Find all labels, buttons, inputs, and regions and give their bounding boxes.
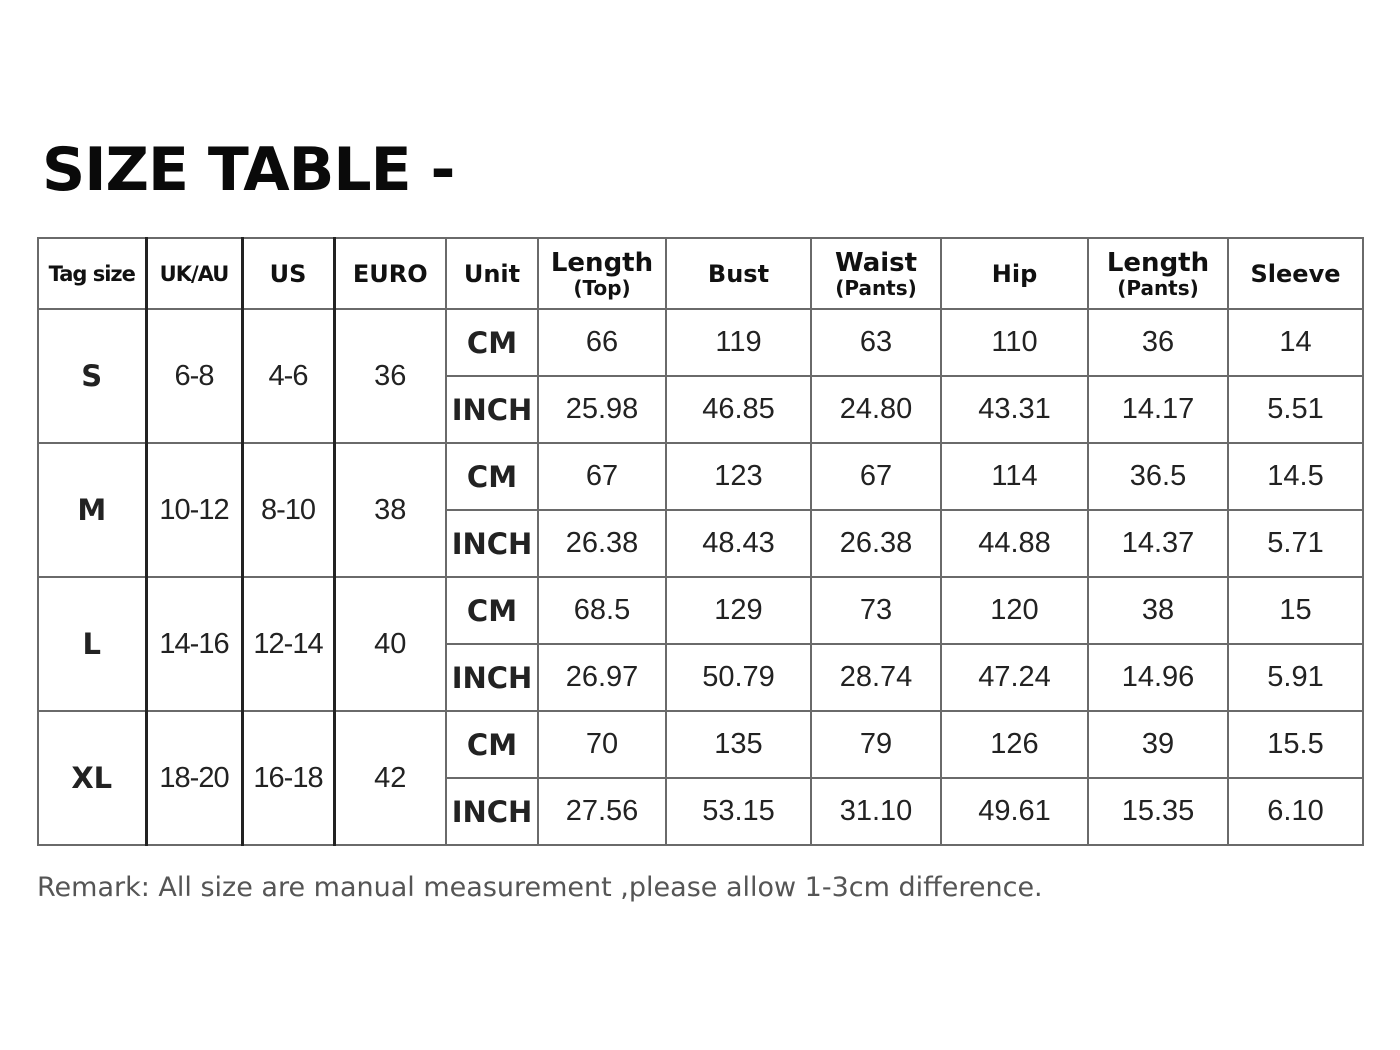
length-pants-cell: 14.17 bbox=[1088, 376, 1228, 443]
hip-cell: 126 bbox=[941, 711, 1088, 778]
header-unit: Unit bbox=[446, 238, 538, 309]
unit-cell: INCH bbox=[446, 376, 538, 443]
header-euro: EURO bbox=[334, 238, 446, 309]
bust-cell: 48.43 bbox=[666, 510, 811, 577]
length-pants-cell: 38 bbox=[1088, 577, 1228, 644]
hip-cell: 43.31 bbox=[941, 376, 1088, 443]
header-length-pants bbox=[1088, 238, 1228, 309]
sleeve-cell: 15.5 bbox=[1228, 711, 1363, 778]
bust-cell: 129 bbox=[666, 577, 811, 644]
bust-cell: 119 bbox=[666, 309, 811, 376]
table-row bbox=[38, 443, 1363, 510]
length-top-cell: 25.98 bbox=[538, 376, 666, 443]
header-waist bbox=[811, 238, 941, 309]
length-top-cell: 66 bbox=[538, 309, 666, 376]
sleeve-cell: 5.91 bbox=[1228, 644, 1363, 711]
sleeve-cell: 14 bbox=[1228, 309, 1363, 376]
tag-size-cell: XL bbox=[38, 711, 146, 845]
sleeve-cell: 5.71 bbox=[1228, 510, 1363, 577]
hip-cell: 110 bbox=[941, 309, 1088, 376]
size-table bbox=[37, 237, 1364, 846]
header-waist-sub: (Pants) bbox=[835, 275, 917, 300]
us-cell: 16-18 bbox=[242, 711, 334, 845]
bust-cell: 123 bbox=[666, 443, 811, 510]
euro-cell: 38 bbox=[334, 443, 446, 577]
sleeve-cell: 14.5 bbox=[1228, 443, 1363, 510]
header-length-pants-main: Length bbox=[1106, 247, 1210, 278]
header-length-pants-sub: (Pants) bbox=[1117, 275, 1199, 300]
length-top-cell: 26.97 bbox=[538, 644, 666, 711]
hip-cell: 114 bbox=[941, 443, 1088, 510]
uk-au-cell: 10-12 bbox=[146, 443, 242, 577]
us-cell: 4-6 bbox=[242, 309, 334, 443]
unit-cell: INCH bbox=[446, 644, 538, 711]
hip-cell: 47.24 bbox=[941, 644, 1088, 711]
header-tag-size: Tag size bbox=[38, 238, 146, 309]
euro-cell: 42 bbox=[334, 711, 446, 845]
table-header-row bbox=[38, 238, 1363, 309]
waist-cell: 28.74 bbox=[811, 644, 941, 711]
hip-cell: 120 bbox=[941, 577, 1088, 644]
remark-note: Remark: All size are manual measurement ,please allow 1-3cm difference. bbox=[37, 872, 1043, 903]
header-length-top-sub: (Top) bbox=[573, 275, 631, 300]
length-pants-cell: 14.37 bbox=[1088, 510, 1228, 577]
bust-cell: 46.85 bbox=[666, 376, 811, 443]
unit-cell: INCH bbox=[446, 778, 538, 845]
sleeve-cell: 15 bbox=[1228, 577, 1363, 644]
length-pants-cell: 14.96 bbox=[1088, 644, 1228, 711]
bust-cell: 53.15 bbox=[666, 778, 811, 845]
length-pants-cell: 15.35 bbox=[1088, 778, 1228, 845]
us-cell: 8-10 bbox=[242, 443, 334, 577]
table-row bbox=[38, 711, 1363, 778]
euro-cell: 36 bbox=[334, 309, 446, 443]
sleeve-cell: 5.51 bbox=[1228, 376, 1363, 443]
us-cell: 12-14 bbox=[242, 577, 334, 711]
waist-cell: 63 bbox=[811, 309, 941, 376]
length-pants-cell: 39 bbox=[1088, 711, 1228, 778]
length-top-cell: 67 bbox=[538, 443, 666, 510]
unit-cell: CM bbox=[446, 309, 538, 376]
table-row bbox=[38, 577, 1363, 644]
header-bust: Bust bbox=[666, 238, 811, 309]
waist-cell: 67 bbox=[811, 443, 941, 510]
waist-cell: 26.38 bbox=[811, 510, 941, 577]
waist-cell: 73 bbox=[811, 577, 941, 644]
waist-cell: 79 bbox=[811, 711, 941, 778]
page-title: SIZE TABLE - bbox=[42, 135, 455, 205]
table-row bbox=[38, 309, 1363, 376]
header-us: US bbox=[242, 238, 334, 309]
header-length-top-main: Length bbox=[550, 247, 654, 278]
waist-cell: 31.10 bbox=[811, 778, 941, 845]
bust-cell: 135 bbox=[666, 711, 811, 778]
length-top-cell: 68.5 bbox=[538, 577, 666, 644]
header-hip: Hip bbox=[941, 238, 1088, 309]
length-pants-cell: 36 bbox=[1088, 309, 1228, 376]
length-top-cell: 27.56 bbox=[538, 778, 666, 845]
uk-au-cell: 18-20 bbox=[146, 711, 242, 845]
length-top-cell: 26.38 bbox=[538, 510, 666, 577]
unit-cell: CM bbox=[446, 577, 538, 644]
unit-cell: INCH bbox=[446, 510, 538, 577]
tag-size-cell: L bbox=[38, 577, 146, 711]
hip-cell: 49.61 bbox=[941, 778, 1088, 845]
header-waist-main: Waist bbox=[834, 247, 918, 278]
euro-cell: 40 bbox=[334, 577, 446, 711]
length-top-cell: 70 bbox=[538, 711, 666, 778]
header-uk-au: UK/AU bbox=[146, 238, 242, 309]
unit-cell: CM bbox=[446, 711, 538, 778]
header-sleeve: Sleeve bbox=[1228, 238, 1363, 309]
hip-cell: 44.88 bbox=[941, 510, 1088, 577]
tag-size-cell: S bbox=[38, 309, 146, 443]
unit-cell: CM bbox=[446, 443, 538, 510]
header-length-top bbox=[538, 238, 666, 309]
uk-au-cell: 14-16 bbox=[146, 577, 242, 711]
length-pants-cell: 36.5 bbox=[1088, 443, 1228, 510]
sleeve-cell: 6.10 bbox=[1228, 778, 1363, 845]
waist-cell: 24.80 bbox=[811, 376, 941, 443]
uk-au-cell: 6-8 bbox=[146, 309, 242, 443]
bust-cell: 50.79 bbox=[666, 644, 811, 711]
tag-size-cell: M bbox=[38, 443, 146, 577]
